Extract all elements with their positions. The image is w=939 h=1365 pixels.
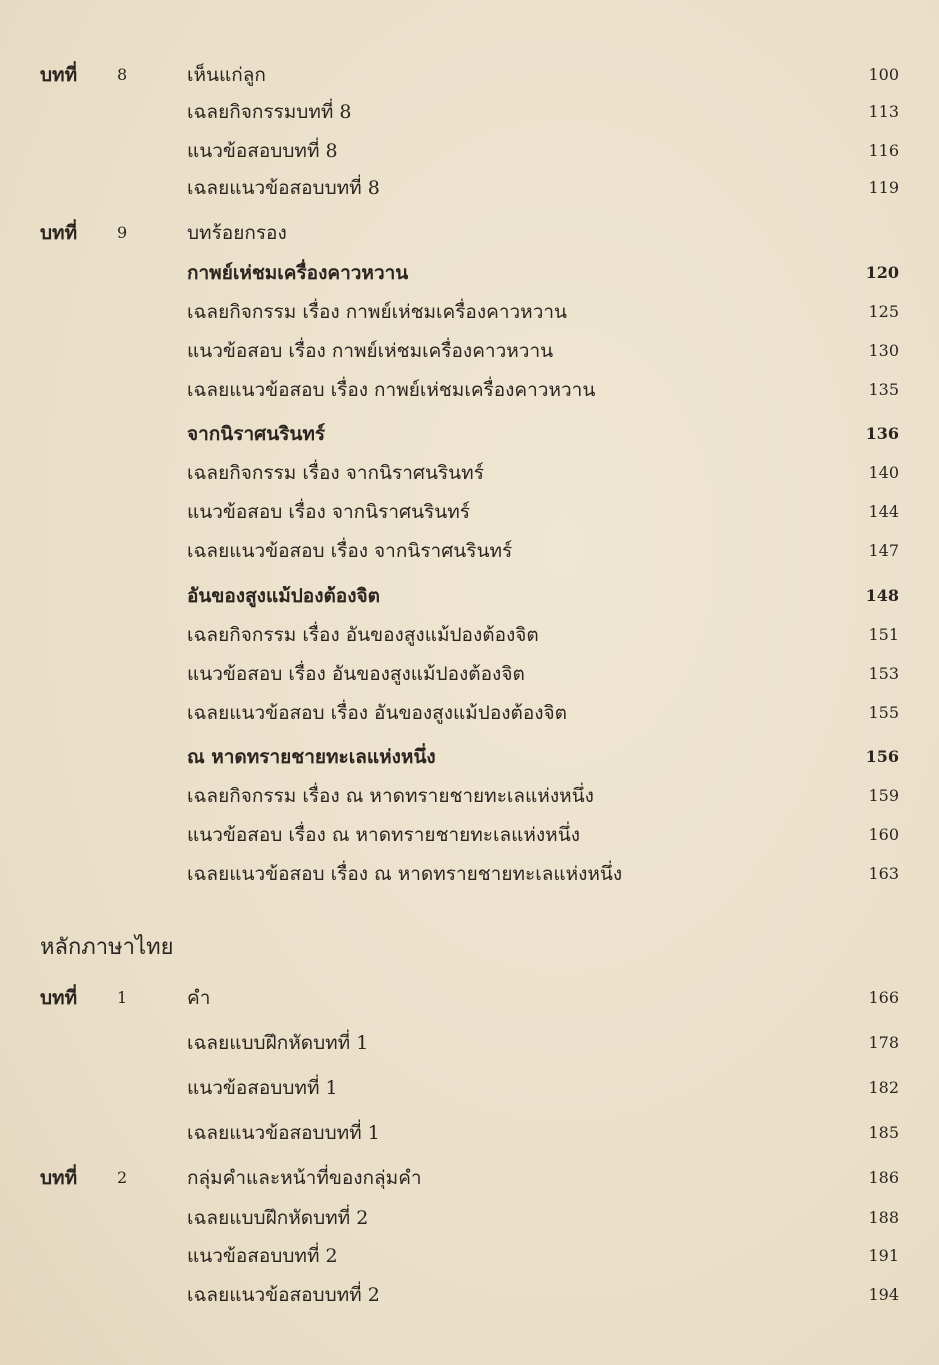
entry-title: แนวข้อสอบบทที่ 2 xyxy=(187,1245,338,1267)
page-number: 151 xyxy=(868,625,899,644)
toc-entry xyxy=(0,375,939,405)
toc-entry xyxy=(0,60,939,90)
entry-title: เฉลยแนวข้อสอบ เรื่อง อันของสูงแม้ปองต้องจิต xyxy=(187,702,568,724)
chapter-number: 9 xyxy=(117,223,128,242)
entry-title: กาพย์เห่ชมเครื่องคาวหวาน xyxy=(187,262,409,284)
entry-title: เฉลยแนวข้อสอบ เรื่อง กาพย์เห่ชมเครื่องคาวหวาน xyxy=(187,379,596,401)
section-heading: หลักภาษาไทย xyxy=(40,935,174,960)
toc-entry xyxy=(0,97,939,127)
toc-entry xyxy=(0,620,939,650)
page-number: 144 xyxy=(868,502,899,521)
toc-entry xyxy=(0,698,939,728)
page-number: 119 xyxy=(868,178,899,197)
entry-title: แนวข้อสอบ เรื่อง จากนิราศนรินทร์ xyxy=(187,501,470,523)
chapter-label: บทที่ xyxy=(40,64,78,86)
toc-entry xyxy=(0,336,939,366)
page-number: 113 xyxy=(868,102,899,121)
entry-title: เฉลยแนวข้อสอบ เรื่อง ณ หาดทรายชายทะเลแห่งหนึ่ง xyxy=(187,863,623,885)
page-number: 182 xyxy=(868,1078,899,1097)
toc-entry xyxy=(0,458,939,488)
chapter-number: 1 xyxy=(117,988,128,1007)
entry-title: เฉลยแนวข้อสอบบทที่ 8 xyxy=(187,177,380,199)
toc-entry xyxy=(0,136,939,166)
toc-entry xyxy=(0,1203,939,1233)
page-number: 186 xyxy=(868,1168,899,1187)
page-number: 194 xyxy=(868,1285,899,1304)
page-number: 191 xyxy=(868,1246,899,1265)
chapter-label: บทที่ xyxy=(40,1167,78,1189)
entry-title: เฉลยกิจกรรม เรื่อง จากนิราศนรินทร์ xyxy=(187,462,484,484)
entry-title: ณ หาดทรายชายทะเลแห่งหนึ่ง xyxy=(187,746,436,768)
entry-title: เฉลยแบบฝึกหัดบทที่ 1 xyxy=(187,1032,369,1054)
toc-entry xyxy=(0,258,939,288)
toc-entry xyxy=(0,1280,939,1310)
toc-entry xyxy=(0,218,939,248)
page-number: 188 xyxy=(868,1208,899,1227)
entry-title: แนวข้อสอบ เรื่อง อันของสูงแม้ปองต้องจิต xyxy=(187,663,525,685)
chapter-number: 2 xyxy=(117,1168,128,1187)
page-number: 163 xyxy=(868,864,899,883)
entry-title: บทร้อยกรอง xyxy=(187,222,287,244)
page-number: 140 xyxy=(868,463,899,482)
page-number: 147 xyxy=(868,541,899,560)
page-number: 100 xyxy=(868,65,899,84)
toc-entry xyxy=(0,1241,939,1271)
entry-title: เฉลยแบบฝึกหัดบทที่ 2 xyxy=(187,1207,369,1229)
page-number: 125 xyxy=(868,302,899,321)
page-number: 135 xyxy=(868,380,899,399)
page-number: 153 xyxy=(868,664,899,683)
entry-title: เฉลยกิจกรรม เรื่อง กาพย์เห่ชมเครื่องคาวหวาน xyxy=(187,301,568,323)
page-number: 136 xyxy=(865,424,899,443)
page-number: 185 xyxy=(868,1123,899,1142)
entry-title: อันของสูงแม้ปองต้องจิต xyxy=(187,585,380,607)
entry-title: กลุ่มคำและหน้าที่ของกลุ่มคำ xyxy=(187,1167,422,1189)
entry-title: แนวข้อสอบบทที่ 1 xyxy=(187,1077,338,1099)
entry-title: แนวข้อสอบ เรื่อง กาพย์เห่ชมเครื่องคาวหวาน xyxy=(187,340,554,362)
entry-title: เฉลยกิจกรรม เรื่อง ณ หาดทรายชายทะเลแห่งหนึ่ง xyxy=(187,785,594,807)
chapter-number: 8 xyxy=(117,65,128,84)
page-number: 155 xyxy=(868,703,899,722)
entry-title: เฉลยกิจกรรม เรื่อง อันของสูงแม้ปองต้องจิต xyxy=(187,624,539,646)
toc-entry xyxy=(0,659,939,689)
page-number: 160 xyxy=(868,825,899,844)
chapter-label: บทที่ xyxy=(40,987,78,1009)
entry-title: แนวข้อสอบ เรื่อง ณ หาดทรายชายทะเลแห่งหนึ่ง xyxy=(187,824,580,846)
page-number: 178 xyxy=(868,1033,899,1052)
entry-title: คำ xyxy=(187,987,211,1009)
page-number: 120 xyxy=(865,263,899,282)
entry-title: เฉลยแนวข้อสอบบทที่ 1 xyxy=(187,1122,380,1144)
toc-entry xyxy=(0,1118,939,1148)
toc-entry xyxy=(0,983,939,1013)
entry-title: เฉลยกิจกรรมบทที่ 8 xyxy=(187,101,352,123)
entry-title: เฉลยแนวข้อสอบบทที่ 2 xyxy=(187,1284,380,1306)
toc-entry xyxy=(0,820,939,850)
entry-title: เห็นแก่ลูก xyxy=(187,64,266,86)
toc-entry xyxy=(0,781,939,811)
page-number: 159 xyxy=(868,786,899,805)
toc-entry xyxy=(0,1163,939,1193)
toc-entry xyxy=(0,742,939,772)
toc-entry xyxy=(0,1073,939,1103)
page-number: 156 xyxy=(865,747,899,766)
page-number: 166 xyxy=(868,988,899,1007)
toc-entry xyxy=(0,1028,939,1058)
entry-title: จากนิราศนรินทร์ xyxy=(187,423,326,445)
entry-title: เฉลยแนวข้อสอบ เรื่อง จากนิราศนรินทร์ xyxy=(187,540,513,562)
toc-entry xyxy=(0,859,939,889)
toc-entry xyxy=(0,297,939,327)
toc-entry xyxy=(0,497,939,527)
toc-entry xyxy=(0,173,939,203)
entry-title: แนวข้อสอบบทที่ 8 xyxy=(187,140,338,162)
page-number: 130 xyxy=(868,341,899,360)
toc-entry xyxy=(0,419,939,449)
page-number: 116 xyxy=(868,141,899,160)
toc-entry xyxy=(0,581,939,611)
page-number: 148 xyxy=(865,586,899,605)
toc-entry xyxy=(0,536,939,566)
chapter-label: บทที่ xyxy=(40,222,78,244)
